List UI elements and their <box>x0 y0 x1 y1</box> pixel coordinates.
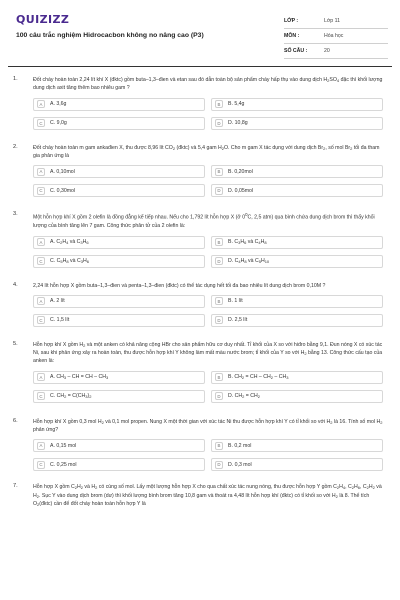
question-item <box>0 144 400 198</box>
answer-option-c[interactable] <box>33 255 205 268</box>
meta-row-grade <box>284 14 388 29</box>
answer-option-a[interactable] <box>33 236 205 249</box>
option-text: C. 0,25 mol <box>50 461 77 468</box>
option-text: D. 0,3 mol <box>228 461 252 468</box>
option-key-badge: A <box>37 100 45 108</box>
option-text: D. 10,8g <box>228 120 248 127</box>
question-item <box>0 418 400 472</box>
option-key-badge: B <box>215 238 223 246</box>
question-number: 1. <box>13 76 18 82</box>
question-item <box>0 282 400 327</box>
answer-option-d[interactable] <box>211 390 383 403</box>
answer-option-b[interactable] <box>211 98 383 111</box>
option-text: B. $CH_2$ = CH – $CH_2 - CH_3$ <box>228 374 289 381</box>
question-item <box>0 341 400 403</box>
answer-option-b[interactable] <box>211 439 383 452</box>
worksheet-header <box>0 0 400 62</box>
option-key-badge: C <box>37 187 45 195</box>
meta-value: Hóa học <box>324 33 344 39</box>
option-key-badge: B <box>215 100 223 108</box>
question-text: Đốt cháy hoàn toàn m gam ankađien X, thu được 8,96 lít $CO_2$ (đktc) và 5,4 gam $H_2O$. Cho m gam X tác dụng với dung dịch $Br_2$, số mol $Br_2$ tối đa tham gia phản ứng là <box>33 144 380 159</box>
answer-option-b[interactable] <box>211 165 383 178</box>
option-text: B. $C_3H_6$ và $C_4H_8$ <box>228 239 267 246</box>
answer-option-d[interactable] <box>211 314 383 327</box>
option-key-badge: D <box>215 187 223 195</box>
option-key-badge: A <box>37 168 45 176</box>
option-key-badge: D <box>215 461 223 469</box>
meta-value: 20 <box>324 48 330 54</box>
option-key-badge: C <box>37 461 45 469</box>
option-key-badge: A <box>37 238 45 246</box>
option-key-badge: C <box>37 316 45 324</box>
answer-options <box>33 236 384 268</box>
option-text: B. 1 lít <box>228 298 243 305</box>
question-number: 2. <box>13 143 18 150</box>
answer-option-d[interactable] <box>211 255 383 268</box>
option-text: D. 0,05mol <box>228 187 254 194</box>
option-text: D. $CH_2 = CH_2$ <box>228 393 260 400</box>
answer-option-d[interactable] <box>211 458 383 471</box>
answer-option-b[interactable] <box>211 295 383 308</box>
option-text: A. $C_2H_4$ và $C_3H_6$ <box>50 239 89 246</box>
option-key-badge: D <box>215 119 223 127</box>
meta-row-question-count <box>284 44 388 59</box>
option-key-badge: A <box>37 297 45 305</box>
answer-options <box>33 295 384 327</box>
option-text: C. $C_5H_8$ và $C_3H_6$ <box>50 258 89 265</box>
answer-option-c[interactable] <box>33 390 205 403</box>
option-text: B. 5,4g <box>228 101 245 108</box>
answer-option-a[interactable] <box>33 371 205 384</box>
option-text: C. 9,0g <box>50 120 67 127</box>
question-number: 6. <box>13 417 18 424</box>
question-item <box>0 211 400 267</box>
question-number: 4. <box>13 281 18 288</box>
option-key-badge: B <box>215 442 223 450</box>
question-text: Đốt cháy hoàn toàn 2,24 lít khí X (đktc) gồm buta–1,3–đien và etan sau đó dẫn toàn bộ sản phẩm cháy hấp thụ vào dung dịch $H_2SO_4$ đặc thì khối lượng dung dịch axit tăng thêm bao nhiêu gam ? <box>33 77 383 92</box>
option-key-badge: B <box>215 297 223 305</box>
option-key-badge: D <box>215 316 223 324</box>
question-text: 2,24 lít hỗn hợp X gồm buta–1,3–đien và penta–1,3–đien (đktc) có thể tác dụng hết tối đa bao nhiêu lít dung dịch brom 0,10M ? <box>33 282 326 289</box>
meta-label: SỐ CÂU : <box>284 48 308 54</box>
option-text: D. $C_4H_8$ và $C_5H_{10}$ <box>228 258 270 265</box>
meta-label: MÔN : <box>284 33 300 39</box>
question-text: Hỗn hợp X gồm $C_2H_2$ và $H_2$ có cùng số mol. Lấy một lượng hỗn hợp X cho qua chất xúc tác nung nóng, thu được hỗn hợp Y gồm $C_2H_4$, $C_2H_6$, $C_2H_2$ và $H_2$. Sục Y vào dung dịch brom (dư) thì khối lượng bình brom tăng 10,8 gam và thoát ra 4,48 lít hỗn hợp khí (đktc) có tỉ khối so với $H_2$ là 8. Thể tích $O_2(đktc)$ cần để đốt cháy hoàn toàn hỗn hợp Y là <box>33 484 382 507</box>
answer-option-a[interactable] <box>33 165 205 178</box>
answer-option-c[interactable] <box>33 184 205 197</box>
option-text: C. 1,5 lít <box>50 317 70 324</box>
option-text: A. 3,6g <box>50 101 67 108</box>
question-list <box>0 76 400 520</box>
answer-option-a[interactable] <box>33 439 205 452</box>
question-item <box>0 483 400 508</box>
option-text: B. 0,2 mol <box>228 442 252 449</box>
option-text: A. 0,10mol <box>50 168 75 175</box>
answer-options <box>33 165 384 197</box>
question-text: Hỗn hợp khí X gồm $H_2$ và một anken có khả năng cộng HBr cho sản phẩm hữu cơ duy nhất. Tỉ khối của X so với hiđro bằng 9,1. Đun nóng X có xúc tác Ni, sau khi phản ứng xảy ra hoàn toàn, thu được hỗn hợp khí Y không làm mất màu nước brom; tỉ khối của Y so với $H_2$ bằng 13. Công thức cấu tạo của anken là: <box>33 341 383 365</box>
option-text: D. 2,5 lít <box>228 317 248 324</box>
option-key-badge: D <box>215 392 223 400</box>
option-key-badge: A <box>37 373 45 381</box>
question-number: 3. <box>13 211 18 218</box>
option-text: A. 0,15 mol <box>50 442 77 449</box>
answer-option-b[interactable] <box>211 371 383 384</box>
answer-option-b[interactable] <box>211 236 383 249</box>
option-text: C. $CH_2 = C(CH_3)_2$ <box>50 393 92 400</box>
meta-label: LỚP : <box>284 18 299 24</box>
option-key-badge: A <box>37 442 45 450</box>
answer-options <box>33 98 384 130</box>
answer-option-a[interactable] <box>33 98 205 111</box>
answer-options <box>33 439 384 471</box>
meta-value: Lớp 11 <box>324 18 340 24</box>
worksheet-title: 100 câu trắc nghiệm Hidrocacbon không no nâng cao (P3) <box>16 32 204 39</box>
question-number: 5. <box>13 340 18 347</box>
answer-option-c[interactable] <box>33 458 205 471</box>
option-key-badge: C <box>37 392 45 400</box>
option-key-badge: C <box>37 119 45 127</box>
question-text: Một hỗn hợp khí X gồm 2 olefin là đồng đẳng kế tiếp nhau. Nếu cho 1,792 lít hỗn hợp X (ở $0^0C$, 2,5 atm) qua bình chứa dung dịch brom thì thấy khối lượng của bình tăng lên 7 gam. Công thức phân tử của 2 olefin là: <box>33 212 375 230</box>
answer-option-c[interactable] <box>33 314 205 327</box>
quizizz-logo: QUIZIZZ <box>16 13 70 26</box>
answer-options <box>33 371 384 403</box>
worksheet-meta <box>284 14 388 59</box>
answer-option-c[interactable] <box>33 117 205 130</box>
option-text: B. 0,20mol <box>228 168 253 175</box>
answer-option-d[interactable] <box>211 117 383 130</box>
meta-row-subject <box>284 29 388 44</box>
option-key-badge: D <box>215 257 223 265</box>
question-item <box>0 76 400 130</box>
option-key-badge: B <box>215 168 223 176</box>
option-text: A. $CH_3$ – CH = CH – $CH_3$ <box>50 374 109 381</box>
answer-option-d[interactable] <box>211 184 383 197</box>
question-text: Hỗn hợp khí X gồm 0,3 mol $H_2$ và 0,1 mol propen. Nung X một thời gian với xúc tác Ni thu được hỗn hợp khí Y có tỉ khối so với $H_2$ là 16. Tính số mol $H_2$ phản ứng? <box>33 418 383 433</box>
header-divider <box>8 66 392 67</box>
option-key-badge: B <box>215 373 223 381</box>
question-number: 7. <box>13 483 18 490</box>
option-text: C. 0,30mol <box>50 187 76 194</box>
option-key-badge: C <box>37 257 45 265</box>
answer-option-a[interactable] <box>33 295 205 308</box>
option-text: A. 2 lít <box>50 298 65 305</box>
